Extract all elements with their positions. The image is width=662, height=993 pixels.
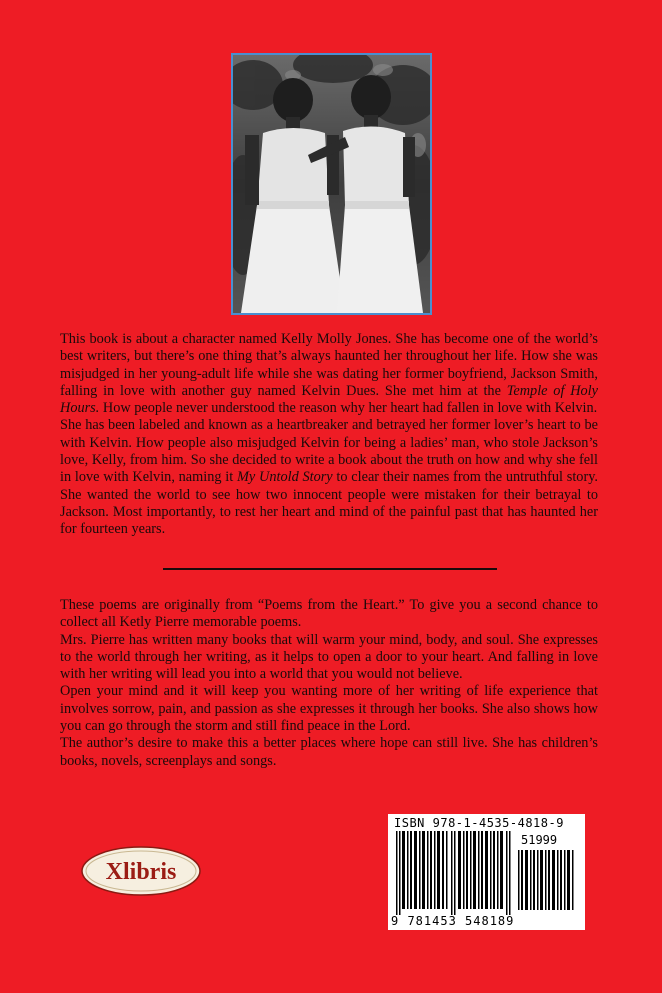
synopsis-paragraph-1: This book is about a character named Kelly Molly Jones. She has become one of the world’s best writers, but there’s one thing that’s always haunted her throughout her life. How she was misjudged in her young-adult life while she was dating her former boyfriend, Jackson Smith, falling in love with another guy named Kelvin Dues. She met him at the Temple of Holy Hours. How people never understood the reason why her heart had fallen in love with Kelvin.: [60, 331, 598, 417]
synopsis-text: [60, 331, 598, 539]
section-divider: [163, 568, 497, 570]
synopsis-paragraph-2: She has been labeled and known as a heartbreaker and betrayed her former lover’s heart to be with Kelvin. How people also misjudged Kelvin for being a ladies’ man, who stole Jackson’s love, Kelly, from him. So she decided to write a book about the truth on how and why she fell in love with Kelvin, naming it My Untold Story to clear their names from the untruthful story. She wanted the world to see how two innocent people were mistaken for their betrayal to Jackson. Most importantly, to rest her heart and mind of the painful past that has haunted her for fourteen years.: [60, 417, 599, 538]
temple-title: Temple of Holy Hours.: [60, 382, 598, 417]
isbn-number: ISBN 978-1-4535-4818-9: [394, 816, 564, 830]
cover-photo-frame: [231, 53, 432, 315]
author-paragraph-1: These poems are originally from “Poems from the Heart.” To give you a second chance to collect all Ketly Pierre memorable poems.: [60, 597, 598, 631]
ean-digits: 9 781453 548189: [391, 914, 515, 928]
book-title: My Untold Story: [237, 469, 333, 486]
price-barcode-bars: [518, 850, 578, 910]
price-code: 51999: [521, 833, 558, 847]
author-paragraph-2: Mrs. Pierre has written many books that will warm your mind, body, and soul. She expresses to the world through her writing, as it helps to open a door to your heart. And falling in love with her writing will lead you into a world that you would not believe.: [60, 631, 598, 683]
author-paragraph-4: The author’s desire to make this a better places where hope can still live. She has children’s books, novels, screenplays and songs.: [60, 735, 598, 769]
xlibris-logo: [80, 845, 202, 897]
xlibris-logo-text: Xlibris: [105, 859, 177, 885]
ean-barcode-bars: [396, 831, 516, 915]
isbn-barcode: [388, 814, 585, 930]
author-text: [60, 597, 598, 770]
cover-photo: [233, 55, 430, 313]
author-paragraph-3: Open your mind and it will keep you wanting more of her writing of life experience that involves sorrow, pain, and passion as she expresses it through her books. She also shows how you can go through the storm and still find peace in the Lord.: [60, 683, 598, 735]
